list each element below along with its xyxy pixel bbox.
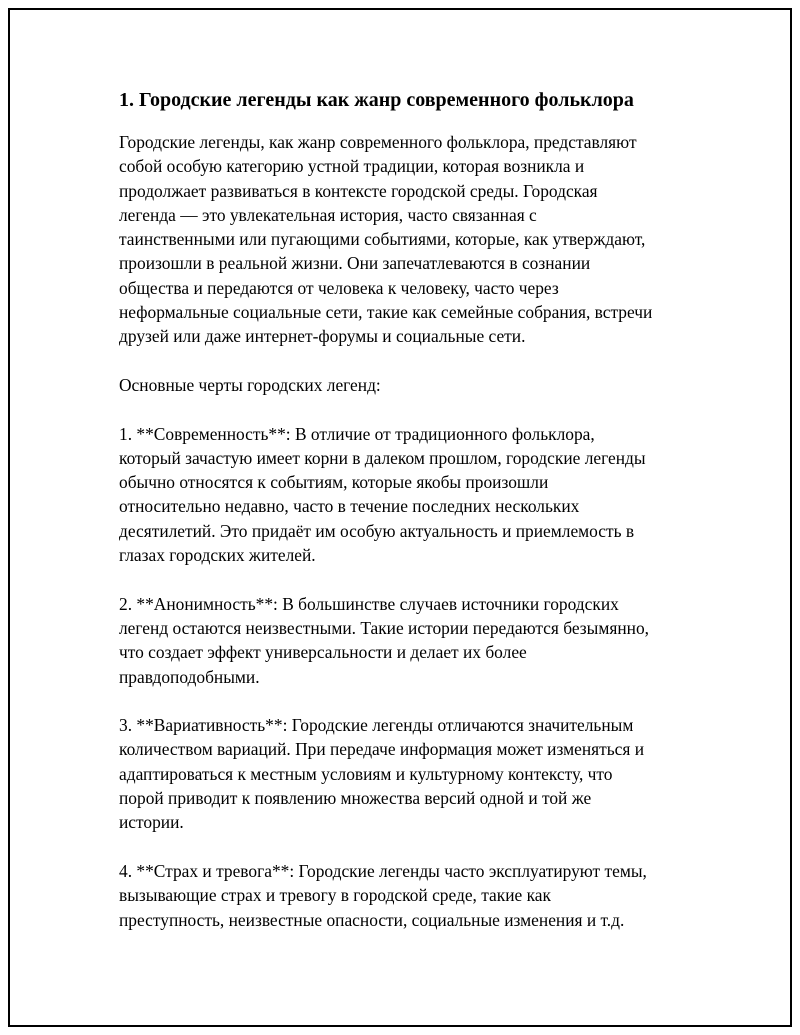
text-line: правдоподобными. (119, 666, 260, 687)
text-line: количеством вариаций. При передаче информация может изменяться и (119, 739, 645, 760)
list-item-variability (119, 713, 694, 834)
text-line: который зачастую имеет корни в далеком прошлом, городские легенды (119, 447, 646, 468)
document-page (8, 8, 792, 1027)
text-line: относительно недавно, часто в течение последних нескольких (119, 496, 580, 517)
text-line: легенда — это увлекательная история, часто связанная с (119, 204, 537, 225)
text-line: Основные черты городских легенд: (119, 374, 381, 395)
list-intro-paragraph (119, 373, 694, 397)
text-line: неформальные социальные сети, такие как семейные собрания, встречи (119, 302, 653, 323)
text-line: вызывающие страх и тревогу в городской среде, такие как (119, 885, 551, 906)
text-line: общества и передаются от человека к человеку, часто через (119, 277, 559, 298)
text-line: Городские легенды, как жанр современного фольклора, представляют (119, 132, 637, 152)
text-line: порой приводит к появлению множества версий одной и той же (119, 788, 592, 809)
intro-paragraph (119, 130, 694, 349)
list-item-modernity (119, 422, 694, 568)
text-line: легенд остаются неизвестными. Такие истории передаются безымянно, (119, 617, 649, 638)
text-line: собой особую категорию устной традиции, которая возникла и (119, 156, 585, 177)
text-line: произошли в реальной жизни. Они запечатлеваются в сознании (119, 253, 591, 274)
text-line: истории. (119, 812, 184, 833)
document-body (119, 88, 694, 956)
text-line: обычно относятся к событиям, которые якобы произошли (119, 472, 549, 493)
text-line: 1. **Современность**: В отличие от традиционного фольклора, (119, 423, 595, 444)
text-line: адаптироваться к местным условиям и культурному контексту, что (119, 763, 613, 784)
text-line: 4. **Страх и тревога**: Городские легенды часто эксплуатируют темы, (119, 860, 647, 881)
text-line: что создает эффект универсальности и делает их более (119, 642, 527, 663)
list-item-fear (119, 859, 694, 932)
text-line: продолжает развиваться в контексте городской среды. Городская (119, 180, 598, 201)
text-line: десятилетий. Это придаёт им особую актуальность и приемлемость в (119, 520, 635, 541)
text-line: таинственными или пугающими событиями, которые, как утверждают, (119, 229, 646, 250)
text-line: глазах городских жителей. (119, 545, 316, 566)
section-heading: 1. Городские легенды как жанр современного фольклора (119, 89, 634, 111)
text-line: 3. **Вариативность**: Городские легенды отличаются значительным (119, 715, 634, 736)
text-line: 2. **Анонимность**: В большинстве случаев источники городских (119, 593, 619, 614)
text-line: друзей или даже интернет-форумы и социальные сети. (119, 326, 526, 347)
text-line: преступность, неизвестные опасности, социальные изменения и т.д. (119, 909, 625, 930)
list-item-anonymity (119, 592, 694, 689)
